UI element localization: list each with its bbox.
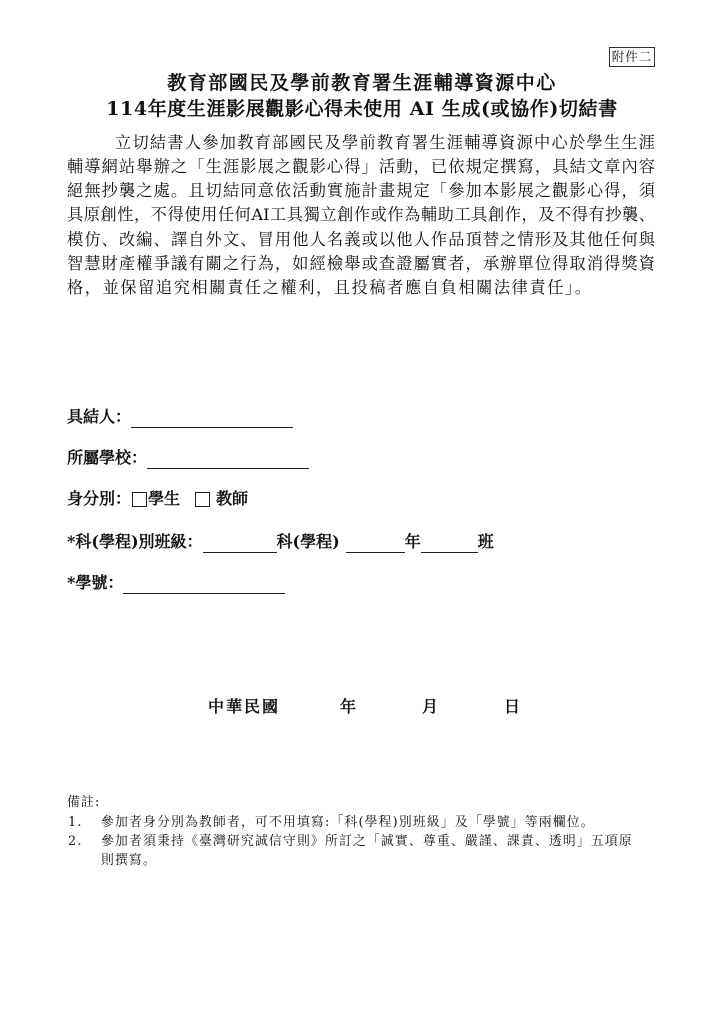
note-text-continued: 則撰寫。 bbox=[101, 853, 157, 868]
body-line: 具原創性，不得使用任何AI工具獨立創作或作為輔助工具創作，及不得有抄襲、 bbox=[67, 205, 655, 224]
year-suffix: 年 bbox=[404, 532, 421, 551]
school-label: 所屬學校： bbox=[67, 448, 148, 467]
notes-heading: 備註: bbox=[67, 795, 101, 810]
signer-field bbox=[67, 406, 293, 428]
class-input-line[interactable] bbox=[421, 534, 478, 553]
body-line: 格，並保留追究相關責任之權利，且投稿者應自負相關法律責任」。 bbox=[67, 278, 593, 297]
note-text: 參加者須秉持《臺灣研究誠信守則》所訂之「誠實、尊重、嚴謹、課責、透明」五項原 bbox=[101, 834, 633, 849]
body-line: 智慧財產權爭議有關之行為，如經檢舉或查證屬實者，承辦單位得取消得獎資 bbox=[67, 254, 655, 273]
class-suffix: 班 bbox=[477, 532, 494, 551]
student-id-label: *學號： bbox=[67, 573, 124, 592]
school-input-line[interactable] bbox=[147, 450, 309, 469]
class-field bbox=[67, 531, 494, 553]
date-prefix: 中華民國 bbox=[208, 697, 281, 716]
department-input-line[interactable] bbox=[203, 534, 277, 553]
date-year: 年 bbox=[340, 697, 359, 716]
student-option-label: 學生 bbox=[148, 489, 181, 508]
date-day: 日 bbox=[504, 697, 523, 716]
student-id-input-line[interactable] bbox=[123, 575, 285, 594]
body-line: 絕無抄襲之處。且切結同意依活動實施計畫規定「參加本影展之觀影心得，須 bbox=[67, 181, 655, 200]
department-suffix: 科(學程) bbox=[276, 532, 340, 551]
teacher-option-label: 教師 bbox=[216, 489, 249, 508]
body-line: 立切結書人參加教育部國民及學前教育署生涯輔導資源中心於學生生涯 bbox=[115, 133, 655, 152]
body-line: 輔導網站舉辦之「生涯影展之觀影心得」活動，已依規定撰寫，具結文章內容 bbox=[67, 157, 655, 176]
document-title-line2: 114年度生涯影展觀影心得未使用 AI 生成(或協作)切結書 bbox=[106, 98, 618, 120]
student-id-field bbox=[67, 572, 285, 594]
identity-field bbox=[67, 488, 248, 510]
student-checkbox[interactable] bbox=[132, 492, 147, 507]
attachment-label: 附件二 bbox=[609, 47, 655, 67]
signer-input-line[interactable] bbox=[131, 409, 293, 428]
signer-label: 具結人： bbox=[67, 407, 132, 426]
date-month: 月 bbox=[422, 697, 441, 716]
identity-label: 身分別： bbox=[67, 489, 132, 508]
note-text: 參加者身分別為教師者，可不用填寫:「科(學程)別班級」及「學號」等兩欄位。 bbox=[101, 815, 595, 830]
note-number: 2. bbox=[68, 834, 83, 849]
class-label: *科(學程)別班級： bbox=[67, 532, 203, 551]
document-title-line1: 教育部國民及學前教育署生涯輔導資源中心 bbox=[167, 72, 557, 94]
school-field bbox=[67, 447, 309, 469]
year-input-line[interactable] bbox=[346, 534, 405, 553]
note-number: 1. bbox=[68, 815, 83, 830]
teacher-checkbox[interactable] bbox=[195, 492, 210, 507]
body-line: 模仿、改編、譯自外文、冒用他人名義或以他人作品頂替之情形及其他任何與 bbox=[67, 230, 655, 249]
